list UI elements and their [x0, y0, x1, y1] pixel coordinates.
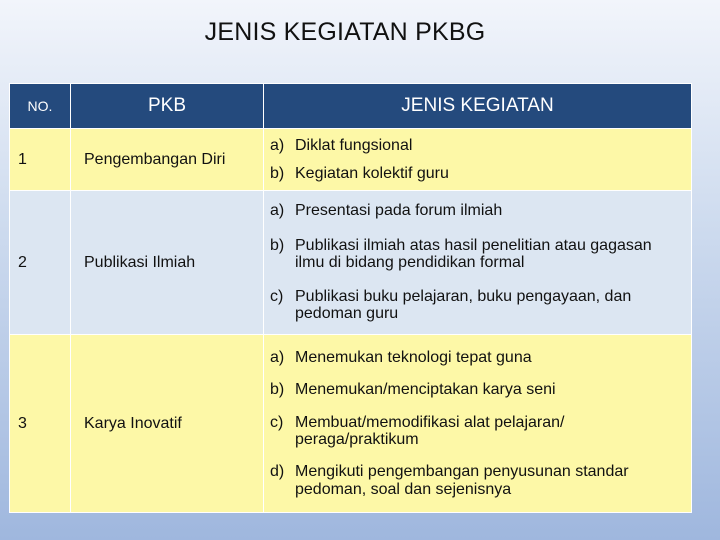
slide-title: JENIS KEGIATAN PKBG: [204, 18, 486, 46]
row-number: 1: [10, 129, 71, 191]
item-marker: d): [270, 463, 285, 481]
list-item: [270, 414, 685, 449]
item-text: Kegiatan kolektif guru: [295, 164, 449, 182]
item-marker: a): [270, 137, 285, 155]
table-header-row: [10, 84, 692, 129]
item-marker: a): [270, 202, 285, 220]
activity-table: [9, 83, 692, 513]
activity-list: [264, 129, 692, 191]
row-number: 2: [10, 191, 71, 335]
table-row: [10, 129, 692, 191]
list-item: [270, 463, 685, 498]
activity-list: [264, 335, 692, 513]
row-number: 3: [10, 335, 71, 513]
item-text: Presentasi pada forum ilmiah: [295, 202, 503, 220]
item-marker: a): [270, 349, 285, 367]
item-marker: b): [270, 381, 285, 399]
table-row: [10, 335, 692, 513]
item-text: Mengikuti pengembangan penyusunan standar pedoman, soal dan sejenisnya: [295, 463, 629, 498]
item-text: Menemukan teknologi tepat guna: [295, 349, 532, 367]
list-item: [270, 381, 685, 398]
item-text: Publikasi ilmiah atas hasil penelitian atau gagasan ilmu di bidang pendidikan formal: [295, 236, 652, 271]
list-item: [270, 202, 685, 219]
pkb-name: Publikasi Ilmiah: [71, 191, 264, 335]
list-item: [270, 165, 685, 182]
item-marker: c): [270, 288, 284, 306]
pkb-name: Karya Inovatif: [71, 335, 264, 513]
list-item: [270, 349, 685, 366]
list-item: [270, 237, 685, 272]
header-pkb: PKB: [71, 84, 264, 129]
list-item: [270, 137, 685, 154]
item-marker: c): [270, 413, 284, 431]
item-text: Menemukan/menciptakan karya seni: [295, 381, 556, 399]
item-marker: b): [270, 164, 285, 182]
item-marker: b): [270, 236, 285, 254]
list-item: [270, 288, 685, 323]
table-row: [10, 191, 692, 335]
header-jenis-kegiatan: JENIS KEGIATAN: [264, 84, 692, 129]
pkb-name: Pengembangan Diri: [71, 129, 264, 191]
activity-list: [264, 191, 692, 335]
item-text: Membuat/memodifikasi alat pelajaran/ peraga/praktikum: [295, 413, 565, 448]
header-no: NO.: [10, 84, 71, 129]
item-text: Diklat fungsional: [295, 137, 413, 155]
item-text: Publikasi buku pelajaran, buku pengayaan, dan pedoman guru: [295, 288, 632, 323]
